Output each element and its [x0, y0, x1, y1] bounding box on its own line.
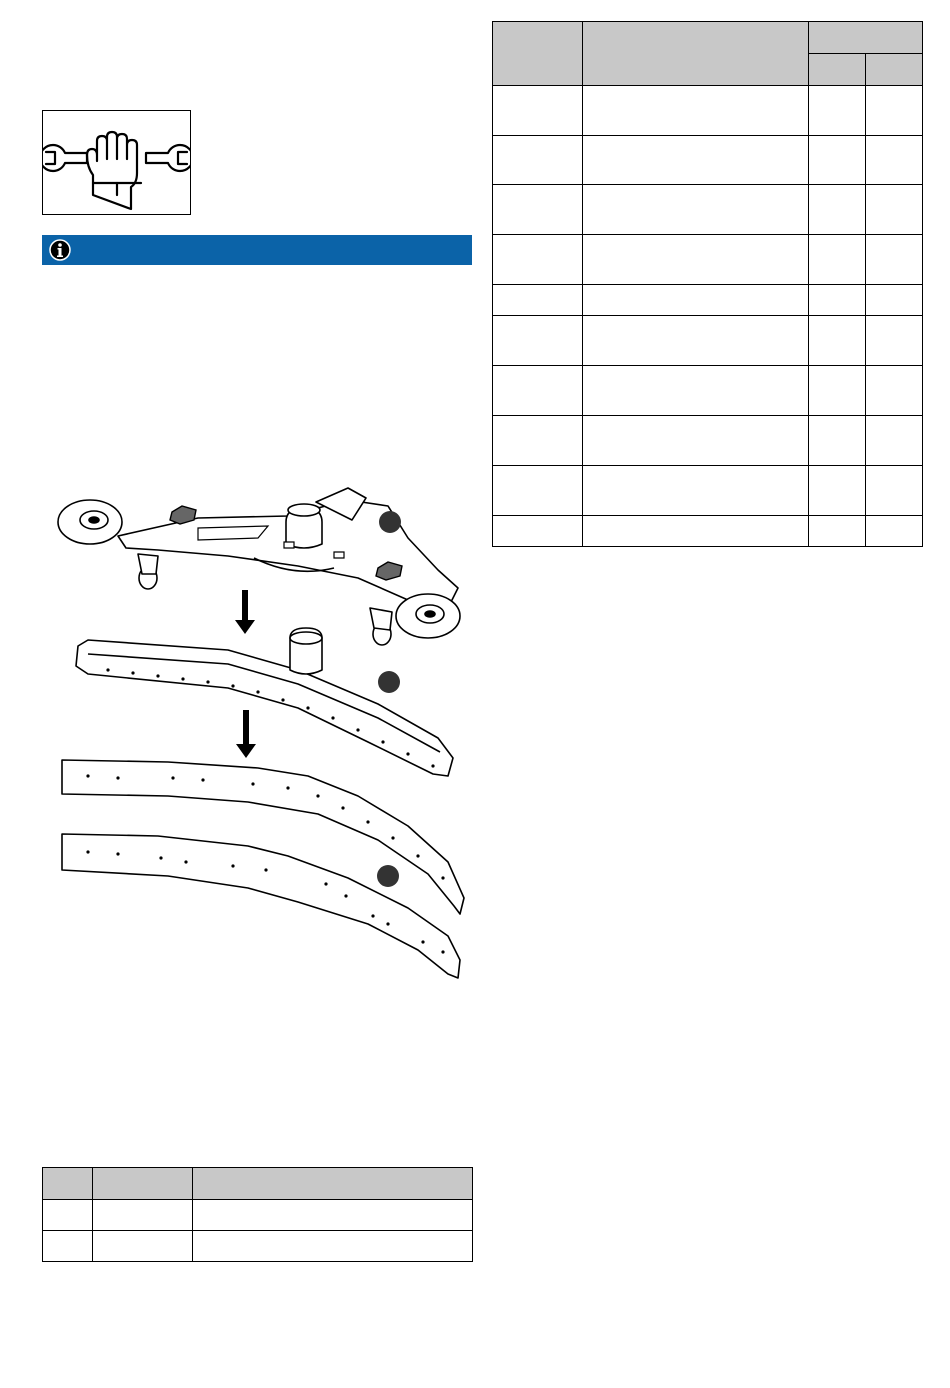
table-row	[493, 185, 923, 235]
spec-header-sub-2	[866, 54, 923, 86]
info-banner	[42, 235, 472, 265]
table-row	[493, 466, 923, 516]
parts-header-3	[193, 1168, 473, 1200]
parts-header-1	[43, 1168, 93, 1200]
specification-table	[492, 21, 923, 547]
spec-header-2	[583, 22, 809, 86]
spec-header-sub-1	[809, 54, 866, 86]
parts-header-2	[93, 1168, 193, 1200]
spec-header-1	[493, 22, 583, 86]
table-row	[493, 86, 923, 136]
table-row	[493, 235, 923, 285]
table-row	[493, 416, 923, 466]
table-row	[493, 316, 923, 366]
table-row	[43, 1231, 473, 1262]
table-row	[493, 516, 923, 547]
table-row	[43, 1200, 473, 1231]
squeegee-exploded-illustration	[48, 478, 478, 988]
info-icon	[49, 239, 71, 261]
parts-table	[42, 1167, 473, 1262]
protective-gloves-symbol	[42, 110, 191, 215]
wrench-glove-icon	[43, 111, 190, 214]
table-row	[493, 285, 923, 316]
spec-header-group	[809, 22, 923, 54]
table-row	[493, 366, 923, 416]
table-row	[493, 136, 923, 185]
